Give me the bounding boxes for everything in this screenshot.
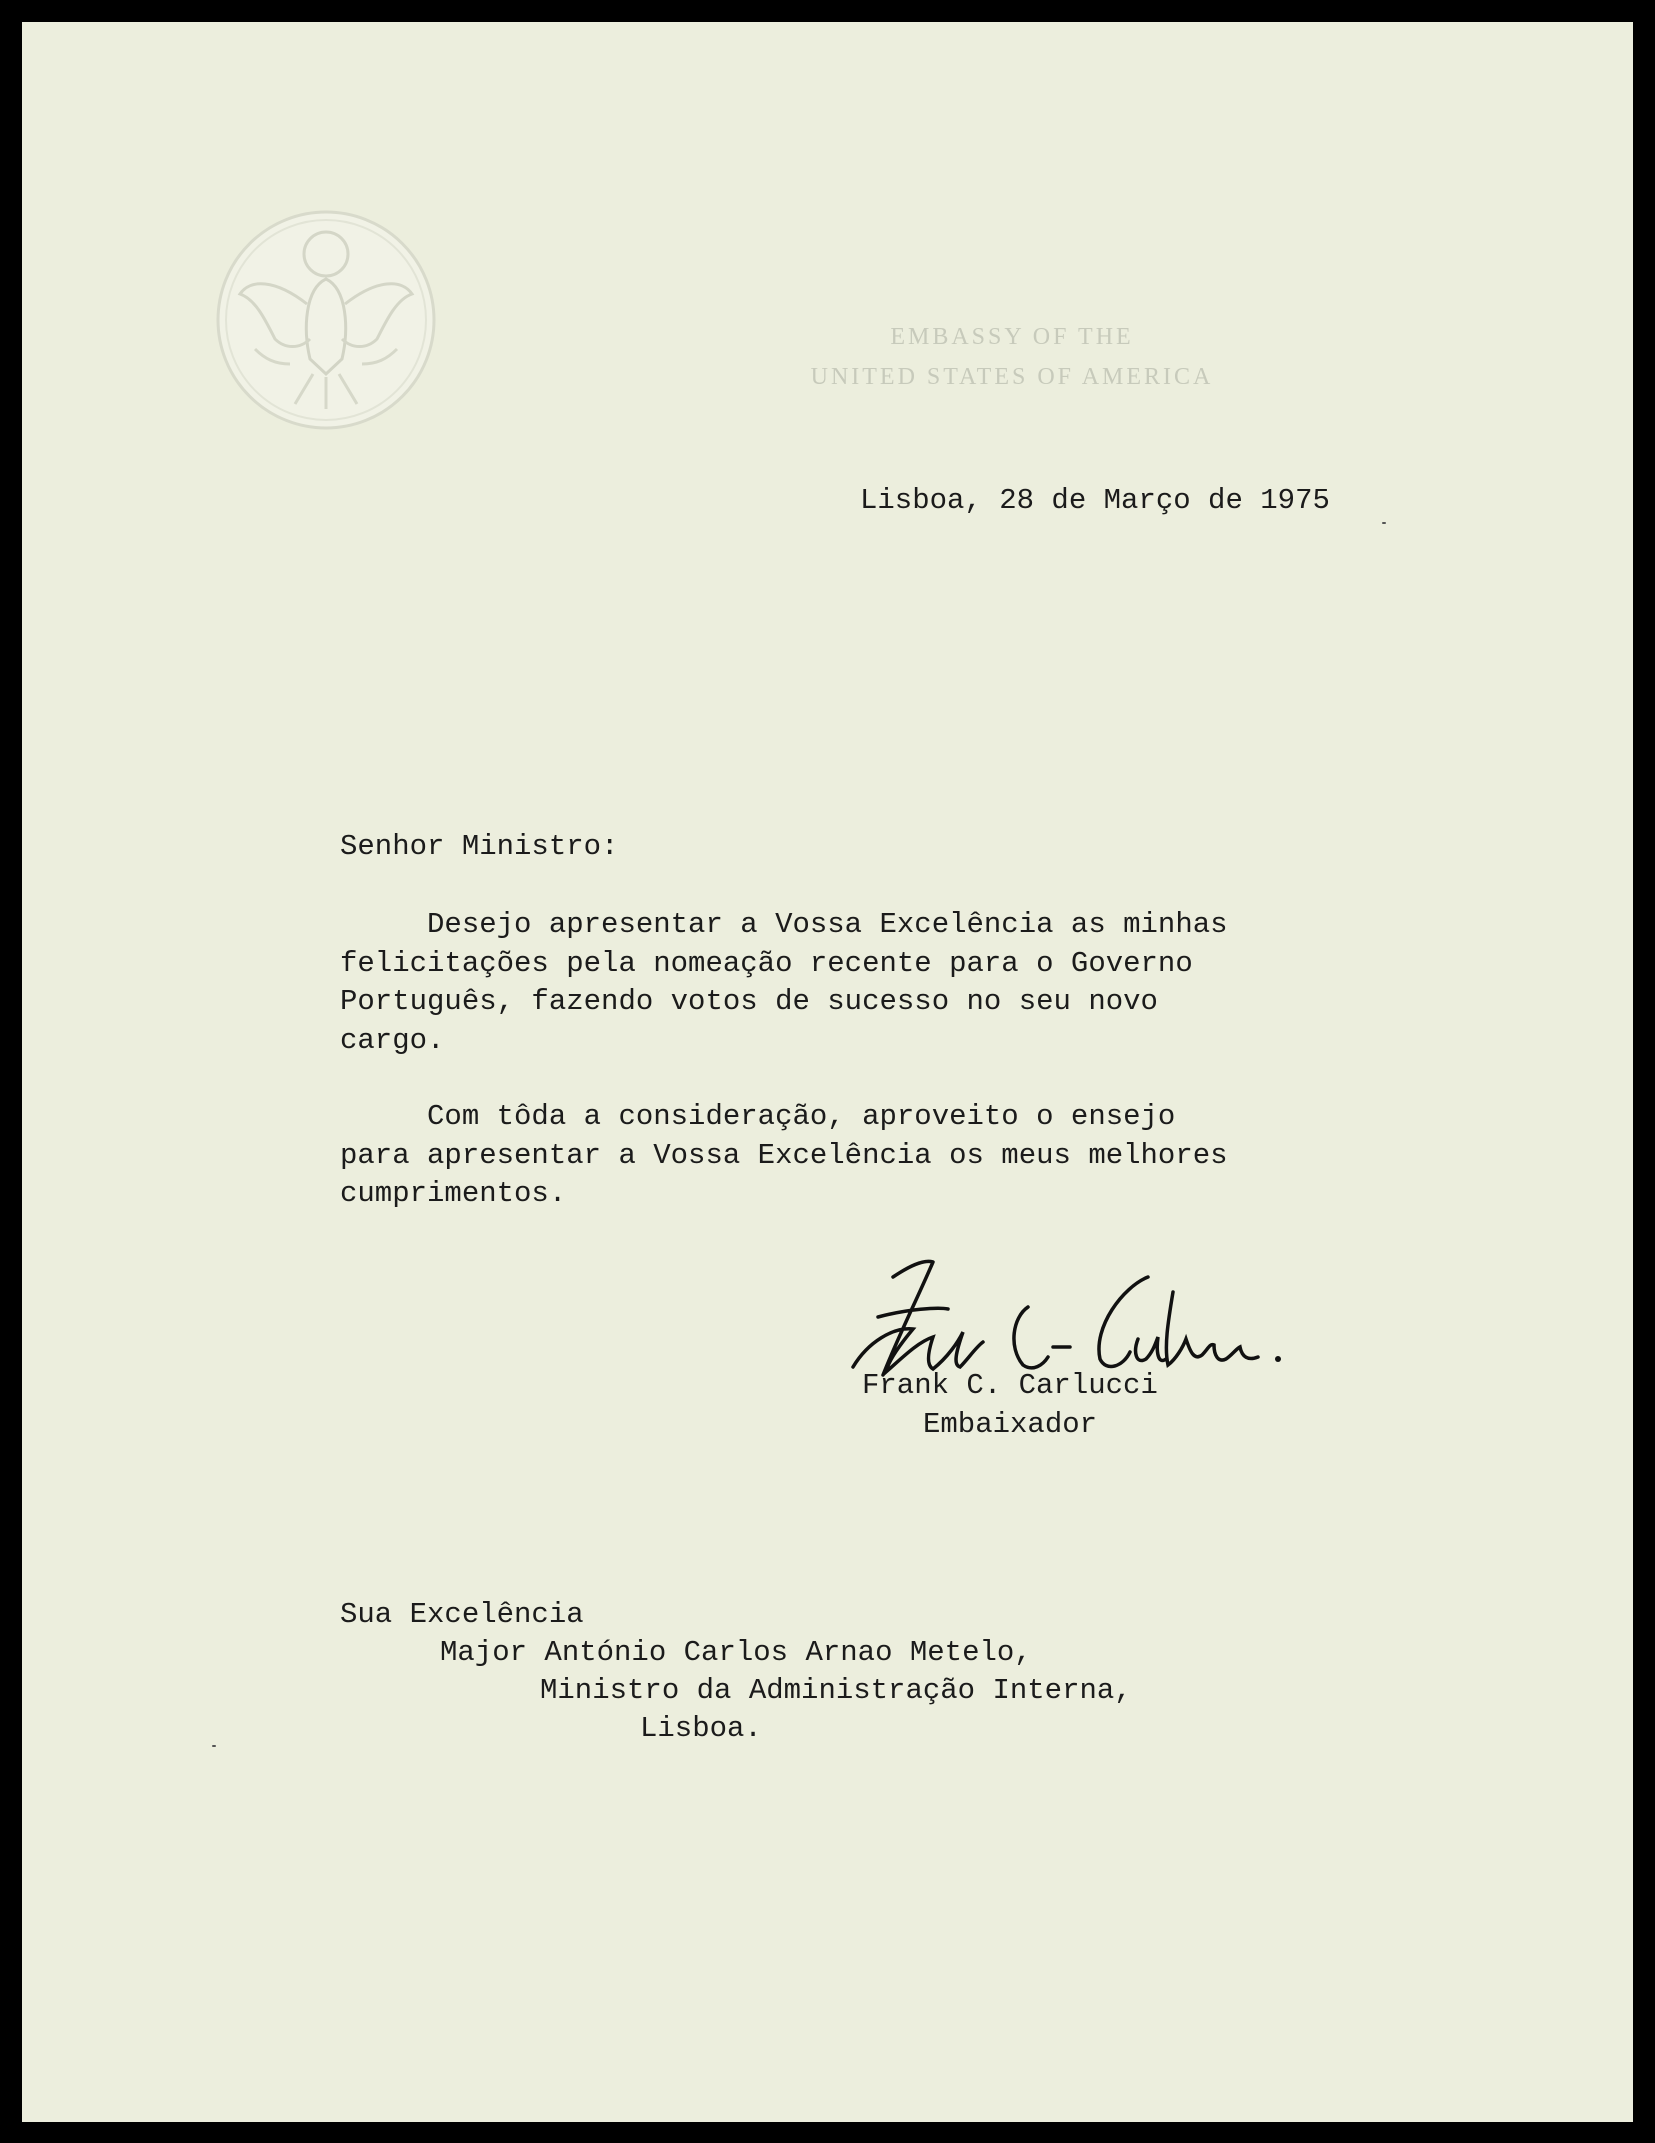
addressee-name: Major António Carlos Arnao Metelo, — [440, 1636, 1032, 1669]
paragraph-line: Desejo apresentar a Vossa Excelência as minhas — [340, 908, 1228, 941]
letter-date: Lisboa, 28 de Março de 1975 — [860, 484, 1330, 517]
letterhead-line-2: UNITED STATES OF AMERICA — [810, 364, 1214, 390]
letterhead — [712, 317, 1312, 397]
letter-page — [22, 22, 1633, 2122]
body-paragraph-1 — [340, 906, 1440, 1060]
paragraph-line: para apresentar a Vossa Excelência os meus melhores — [340, 1138, 1228, 1172]
addressee-city: Lisboa. — [640, 1712, 762, 1745]
signer-name: Frank C. Carlucci — [862, 1369, 1158, 1402]
body-paragraph-2 — [340, 1098, 1440, 1214]
signer-title: Embaixador — [923, 1408, 1098, 1441]
addressee-office: Ministro da Administração Interna, — [540, 1674, 1132, 1707]
paragraph-line: Português, fazendo votos de sucesso no seu novo — [340, 985, 1158, 1018]
letterhead-line-1: EMBASSY OF THE — [890, 324, 1134, 350]
paragraph-line: Com tôda a consideração, aproveito o ensejo — [340, 1100, 1176, 1133]
salutation: Senhor Ministro: — [340, 830, 619, 863]
ink-speck — [212, 1745, 216, 1747]
embossed-eagle-seal-icon — [215, 209, 437, 431]
paragraph-line: felicitações pela nomeação recente para o Governo — [340, 946, 1193, 980]
addressee-honorific: Sua Excelência — [340, 1598, 584, 1631]
paragraph-line: cumprimentos. — [340, 1177, 567, 1210]
paragraph-line: cargo. — [340, 1023, 445, 1057]
ink-speck — [1382, 522, 1386, 524]
